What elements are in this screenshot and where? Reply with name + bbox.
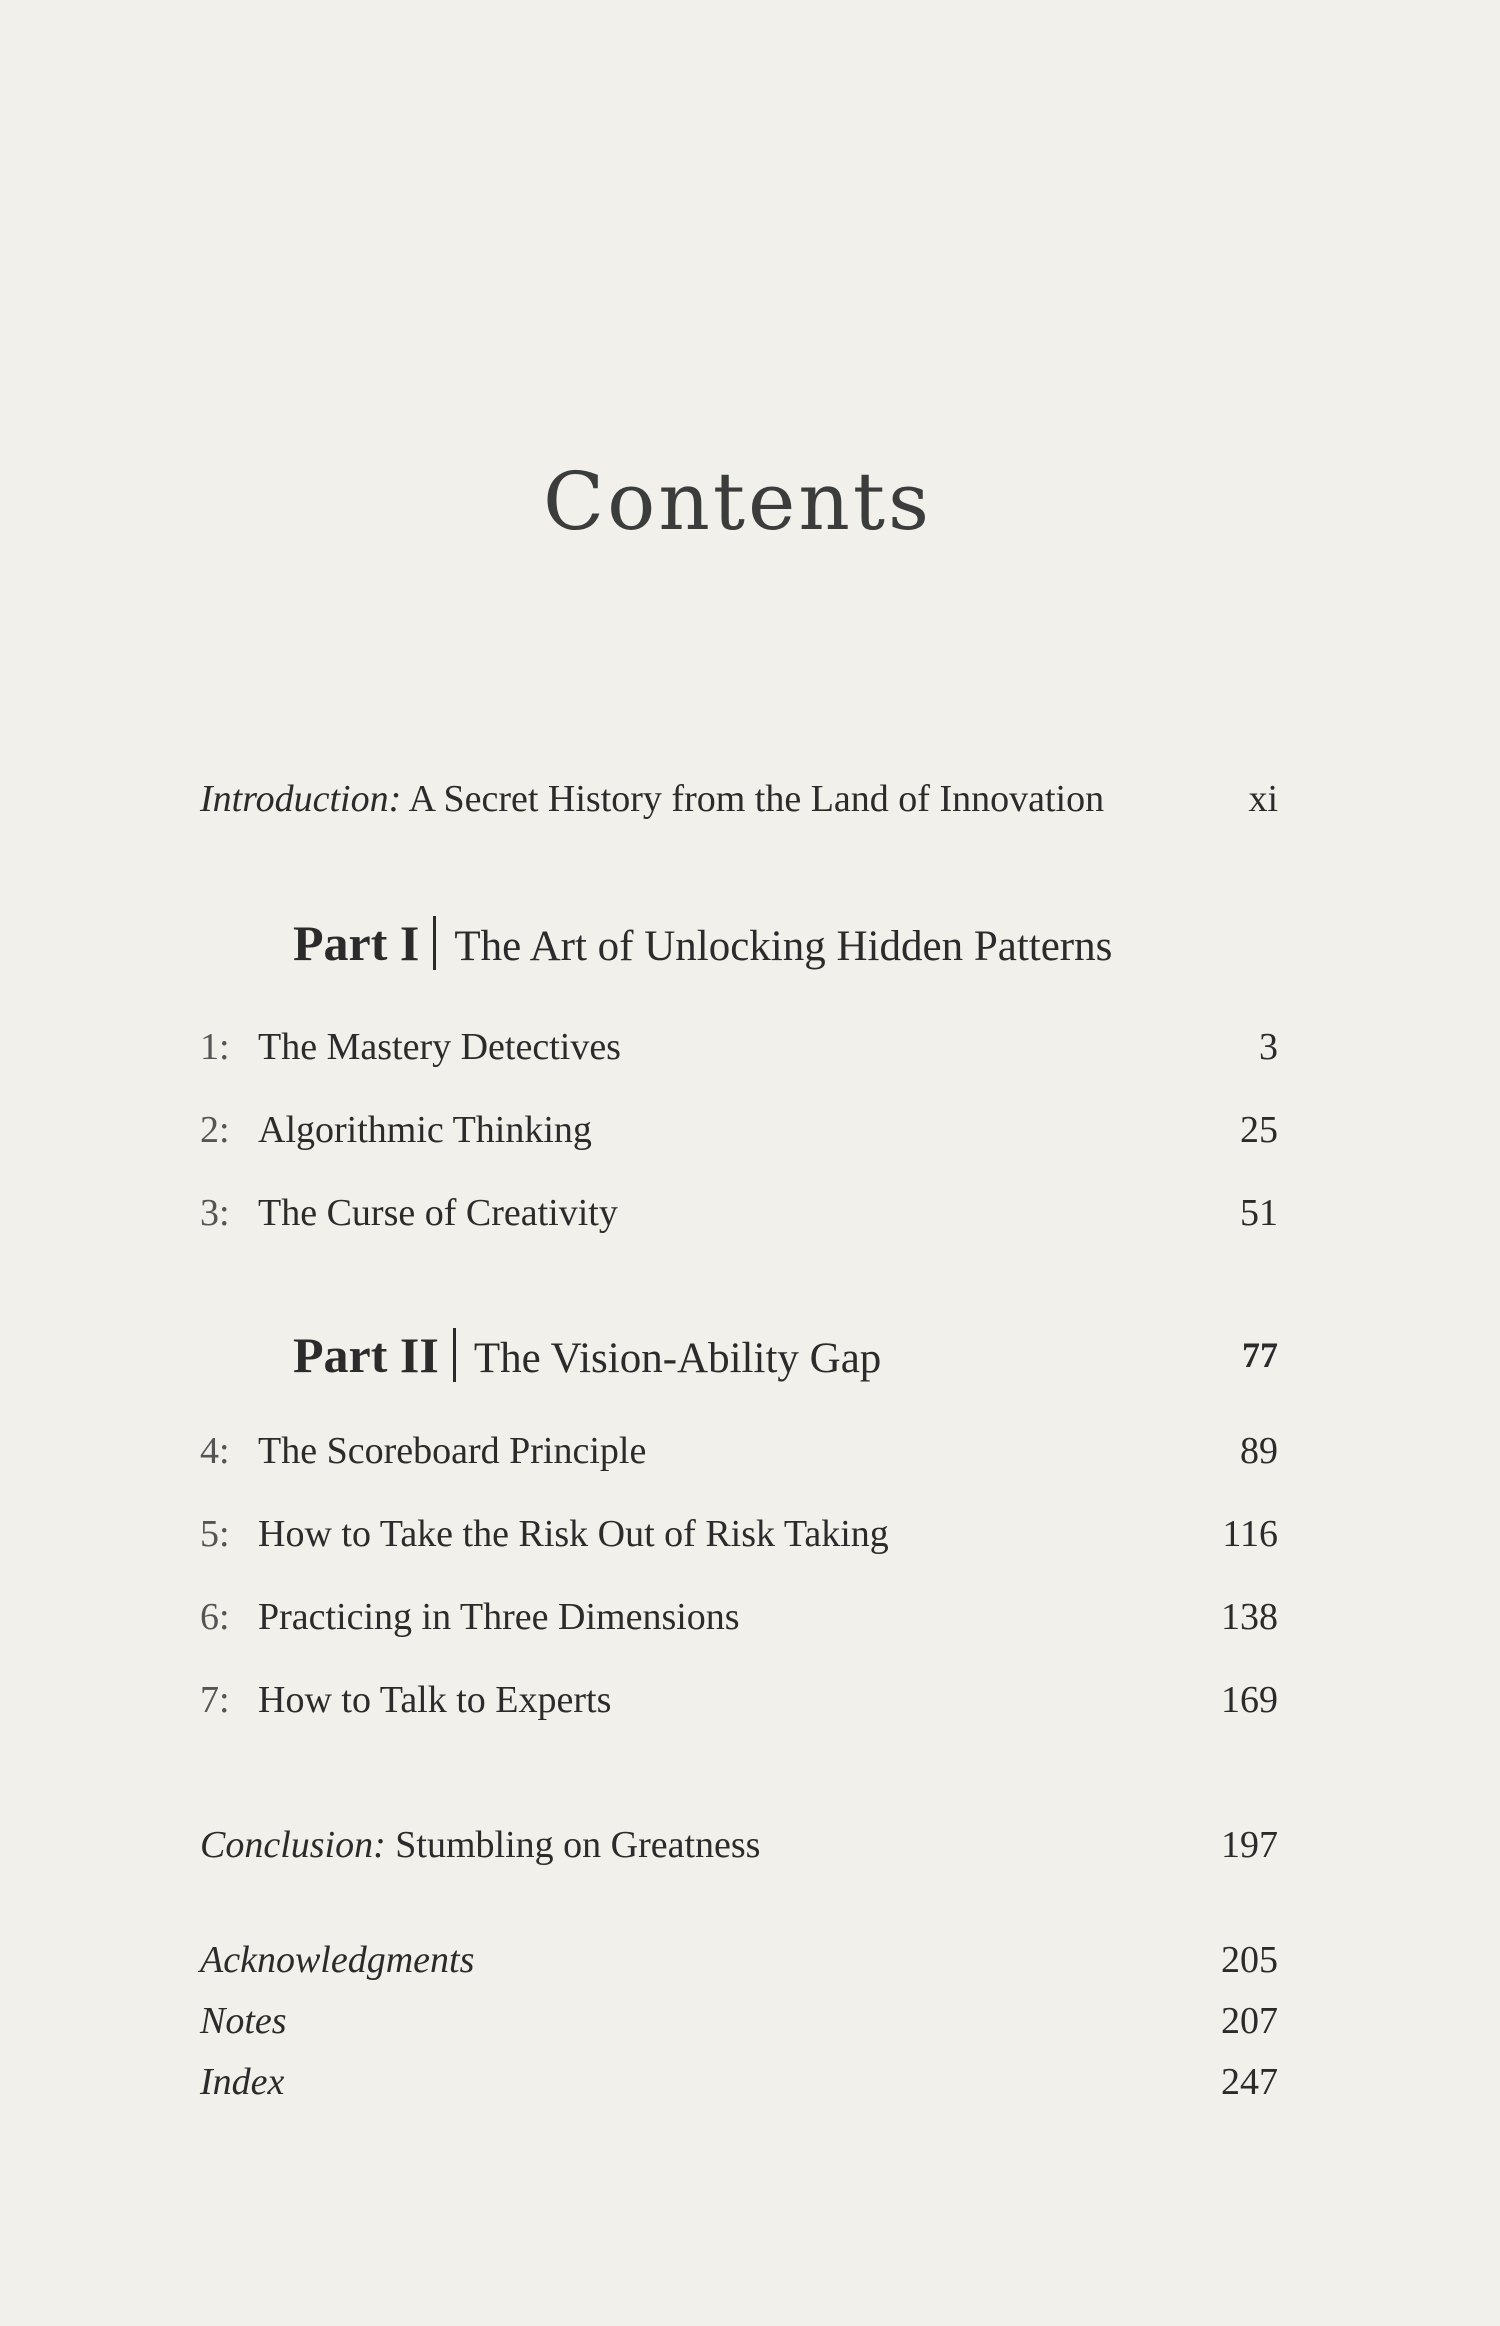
part-title: The Art of Unlocking Hidden Patterns [454, 923, 1113, 970]
chapter-title: How to Take the Risk Out of Risk Taking [258, 1513, 889, 1555]
chapter-page: 169 [1221, 1679, 1278, 1721]
part-divider [433, 916, 436, 970]
back-matter-page: 207 [1221, 2000, 1278, 2042]
introduction-page: xi [1248, 778, 1278, 820]
chapter-number: 2: [200, 1109, 230, 1151]
conclusion-prefix: Conclusion: [200, 1824, 386, 1866]
part-page: 77 [1242, 1335, 1278, 1375]
introduction-title: A Secret History from the Land of Innovation [401, 778, 1105, 820]
part-title: The Vision-Ability Gap [473, 1335, 882, 1382]
chapter-title: The Mastery Detectives [258, 1026, 621, 1068]
chapter-number: 1: [200, 1026, 230, 1068]
back-matter-page: 247 [1221, 2061, 1278, 2103]
chapter-number: 7: [200, 1679, 230, 1721]
back-matter-title: Notes [200, 2000, 287, 2042]
introduction-prefix: Introduction: [200, 778, 402, 820]
part-label: Part I [293, 915, 420, 971]
chapter-page: 89 [1240, 1430, 1278, 1472]
back-matter-title: Index [200, 2061, 285, 2103]
chapter-number: 6: [200, 1596, 230, 1638]
chapter-number: 3: [200, 1192, 230, 1234]
back-matter-page: 205 [1221, 1939, 1278, 1981]
chapter-page: 3 [1259, 1026, 1278, 1068]
chapter-title: How to Talk to Experts [258, 1679, 612, 1721]
chapter-page: 51 [1240, 1192, 1278, 1234]
part-heading-2[interactable] [293, 1325, 881, 1389]
chapter-title: The Scoreboard Principle [258, 1430, 647, 1472]
chapter-title: Algorithmic Thinking [258, 1109, 592, 1151]
chapter-page: 138 [1221, 1596, 1278, 1638]
chapter-number: 4: [200, 1430, 230, 1472]
conclusion-title: Stumbling on Greatness [385, 1824, 761, 1866]
chapter-number: 5: [200, 1513, 230, 1555]
back-matter-title: Acknowledgments [200, 1939, 475, 1981]
part-heading-1[interactable] [293, 913, 1112, 977]
part-divider [453, 1328, 456, 1382]
part-label: Part II [293, 1327, 439, 1383]
chapter-page: 25 [1240, 1109, 1278, 1151]
page-title: Contents [542, 455, 933, 548]
chapter-title: The Curse of Creativity [258, 1192, 618, 1234]
conclusion-page: 197 [1221, 1824, 1278, 1866]
chapter-title: Practicing in Three Dimensions [258, 1596, 740, 1638]
chapter-page: 116 [1222, 1513, 1278, 1555]
